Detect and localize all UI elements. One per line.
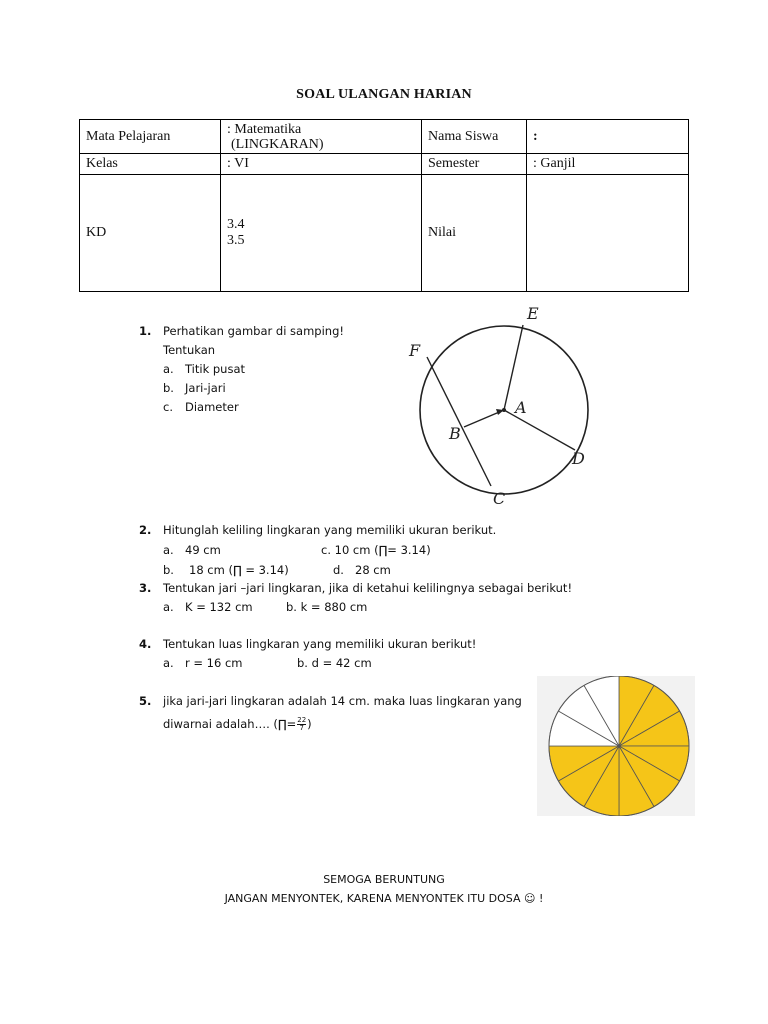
- center-point: [502, 408, 506, 412]
- option-a: a. r = 16 cm: [163, 656, 243, 670]
- option-a: a. Titik pusat: [163, 362, 246, 376]
- question-text: Tentukan jari –jari lingkaran, jika di ketahui kelilingnya sebagai berikut!: [163, 581, 573, 595]
- semester-value: : Ganjil: [527, 154, 689, 175]
- subject-value: : Matematika (LINGKARAN): [221, 120, 422, 154]
- question-number: 4.: [139, 637, 152, 651]
- question-text: jika jari-jari lingkaran adalah 14 cm. maka luas lingkaran yang: [163, 694, 522, 708]
- option-b: b. d = 42 cm: [297, 656, 372, 670]
- option-a: a. K = 132 cm: [163, 600, 253, 614]
- score-value: [527, 175, 689, 292]
- page-title: SOAL ULANGAN HARIAN: [296, 87, 472, 102]
- label-d: D: [572, 449, 585, 468]
- subject-label: Mata Pelajaran: [80, 120, 221, 154]
- label-e: E: [527, 304, 539, 323]
- label-c: C: [493, 489, 506, 508]
- student-name-label: Nama Siswa: [422, 120, 527, 154]
- semester-label: Semester: [422, 154, 527, 175]
- option-b: b. 18 cm (∏ = 3.14): [163, 563, 289, 577]
- chord-fc: [427, 357, 491, 486]
- question-number: 2.: [139, 523, 152, 537]
- option-b: b. k = 880 cm: [286, 600, 368, 614]
- pi-fraction: $\frac{22}{7}$: [297, 716, 307, 732]
- footer-line-1: SEMOGA BERUNTUNG: [323, 873, 445, 886]
- question-text: Tentukan luas lingkaran yang memiliki ukuran berikut!: [163, 637, 477, 651]
- shaded-circle-diagram: [537, 676, 695, 816]
- option-c: c. 10 cm (∏= 3.14): [321, 543, 431, 557]
- label-a: A: [515, 398, 527, 417]
- class-label: Kelas: [80, 154, 221, 175]
- question-number: 5.: [139, 694, 152, 708]
- question-number: 3.: [139, 581, 152, 595]
- option-a: a. 49 cm: [163, 543, 221, 557]
- option-c: c. Diameter: [163, 400, 239, 414]
- pie-sectors: [549, 676, 689, 816]
- question-text: Perhatikan gambar di samping!: [163, 324, 344, 338]
- footer-line-2: JANGAN MENYONTEK, KARENA MENYONTEK ITU DOSA ☺ !: [224, 892, 544, 905]
- question-number: 1.: [139, 324, 152, 338]
- question-text: diwarnai adalah…. (∏= $\frac{22}{7}$ ): [163, 716, 312, 732]
- option-d: d. 28 cm: [333, 563, 391, 577]
- label-f: F: [409, 341, 421, 360]
- score-label: Nilai: [422, 175, 527, 292]
- student-name-value: :: [527, 120, 689, 154]
- label-b: B: [449, 424, 461, 443]
- kd-value: 3.4 3.5: [221, 175, 422, 292]
- kd-label: KD: [80, 175, 221, 292]
- option-b: b. Jari-jari: [163, 381, 226, 395]
- student-info-table: [79, 119, 689, 292]
- class-value: : VI: [221, 154, 422, 175]
- circle-diagram: [400, 300, 600, 510]
- question-text: Hitunglah keliling lingkaran yang memiliki ukuran berikut.: [163, 523, 497, 537]
- question-text: Tentukan: [163, 343, 216, 357]
